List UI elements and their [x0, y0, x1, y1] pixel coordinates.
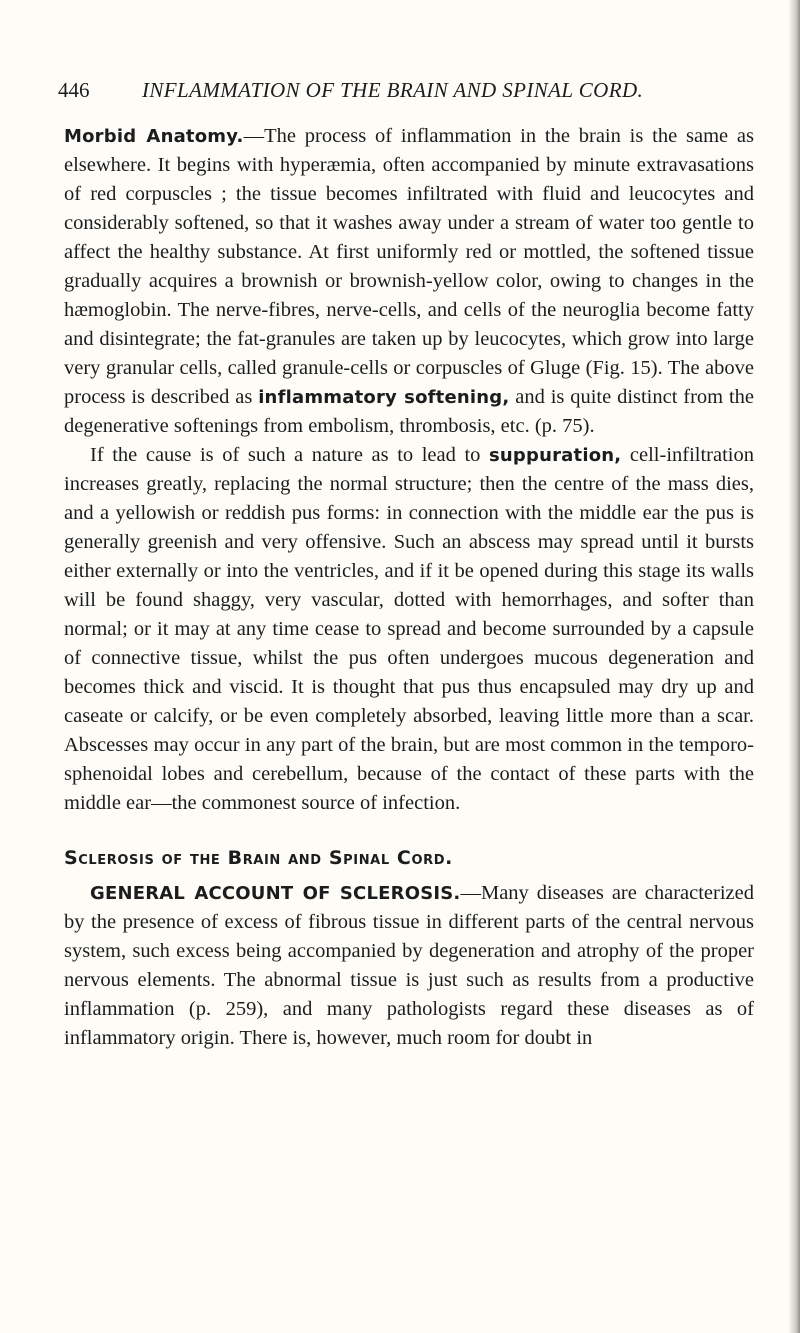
paragraph-text: —The process of inflammation in the brain is the same as elsewhere. It begins with hyperæmia, often accompanied by minute extravasations of red corpuscles ; the tissue becomes infiltrated with fluid and leucocytes and considerably softened, so that it washes away under a stream of water too gentle to affect the healthy substance. At first uniformly red or mottled, the softened tissue gradually acquires a brownish or brownish-yellow color, owing to changes in the hæmoglobin. The nerve-fibres, nerve-cells, and cells of the neuroglia become fatty and disintegrate; the fat-granules are taken up by leucocytes, which grow into large very granular cells, called granule-cells or corpuscles of Gluge (Fig. 15). The above process is described as: [64, 125, 754, 408]
paragraph-text: —Many diseases are characterized by the presence of excess of fibrous tissue in different parts of the central nervous system, such excess being accompanied by degeneration and atrophy of the proper nervous elements. The abnormal tissue is just such as results from a productive inflammation (p. 259), and many pathologists regard these diseases as of inflammatory origin. There is, however, much room for doubt in: [64, 882, 754, 1049]
page-edge-shadow: [788, 0, 800, 1333]
paragraph-suppuration: [64, 441, 754, 818]
paragraph-text: cell-infiltration increases greatly, replacing the normal structure; then the centre of the mass dies, and a yellowish or reddish pus forms: in connection with the middle ear the pus is generally greenish and very offensive. Such an abscess may spread until it bursts either externally or into the ventricles, and if it be opened during this stage its walls will be found shaggy, very vascular, dotted with hemorrhages, and softer than normal; or it may at any time cease to spread and become surrounded by a capsule of connective tissue, whilst the pus often undergoes mucous degeneration and becomes thick and viscid. It is thought that pus thus encapsuled may dry up and caseate or calcify, or be even completely absorbed, leaving little more than a scar. Abscesses may occur in any part of the brain, but are most common in the temporo-sphenoidal lobes and cerebellum, because of the contact of these parts with the middle ear—the commonest source of infection.: [64, 444, 755, 814]
paragraph-sclerosis: [64, 879, 754, 1053]
running-header: [52, 78, 752, 106]
page-body: [64, 122, 754, 1053]
page-number: 446: [58, 78, 90, 102]
paragraph-lead-heading: GENERAL ACCOUNT OF SCLEROSIS.: [90, 883, 461, 904]
bold-term: inflammatory softening,: [258, 387, 510, 408]
section-title: Sclerosis of the Brain and Spinal Cord.: [64, 847, 453, 869]
paragraph-text: If the cause is of such a nature as to lead to: [90, 444, 489, 466]
paragraph-text: and is quite distinct from the degenerative softenings from embolism, thrombosis, etc. (p. 75).: [64, 386, 755, 437]
bold-term: suppuration,: [488, 445, 622, 466]
running-title: INFLAMMATION OF THE BRAIN AND SPINAL CORD.: [142, 78, 644, 102]
paragraph-morbid-anatomy: [64, 122, 754, 441]
paragraph-lead-heading: Morbid Anatomy.: [64, 126, 244, 147]
